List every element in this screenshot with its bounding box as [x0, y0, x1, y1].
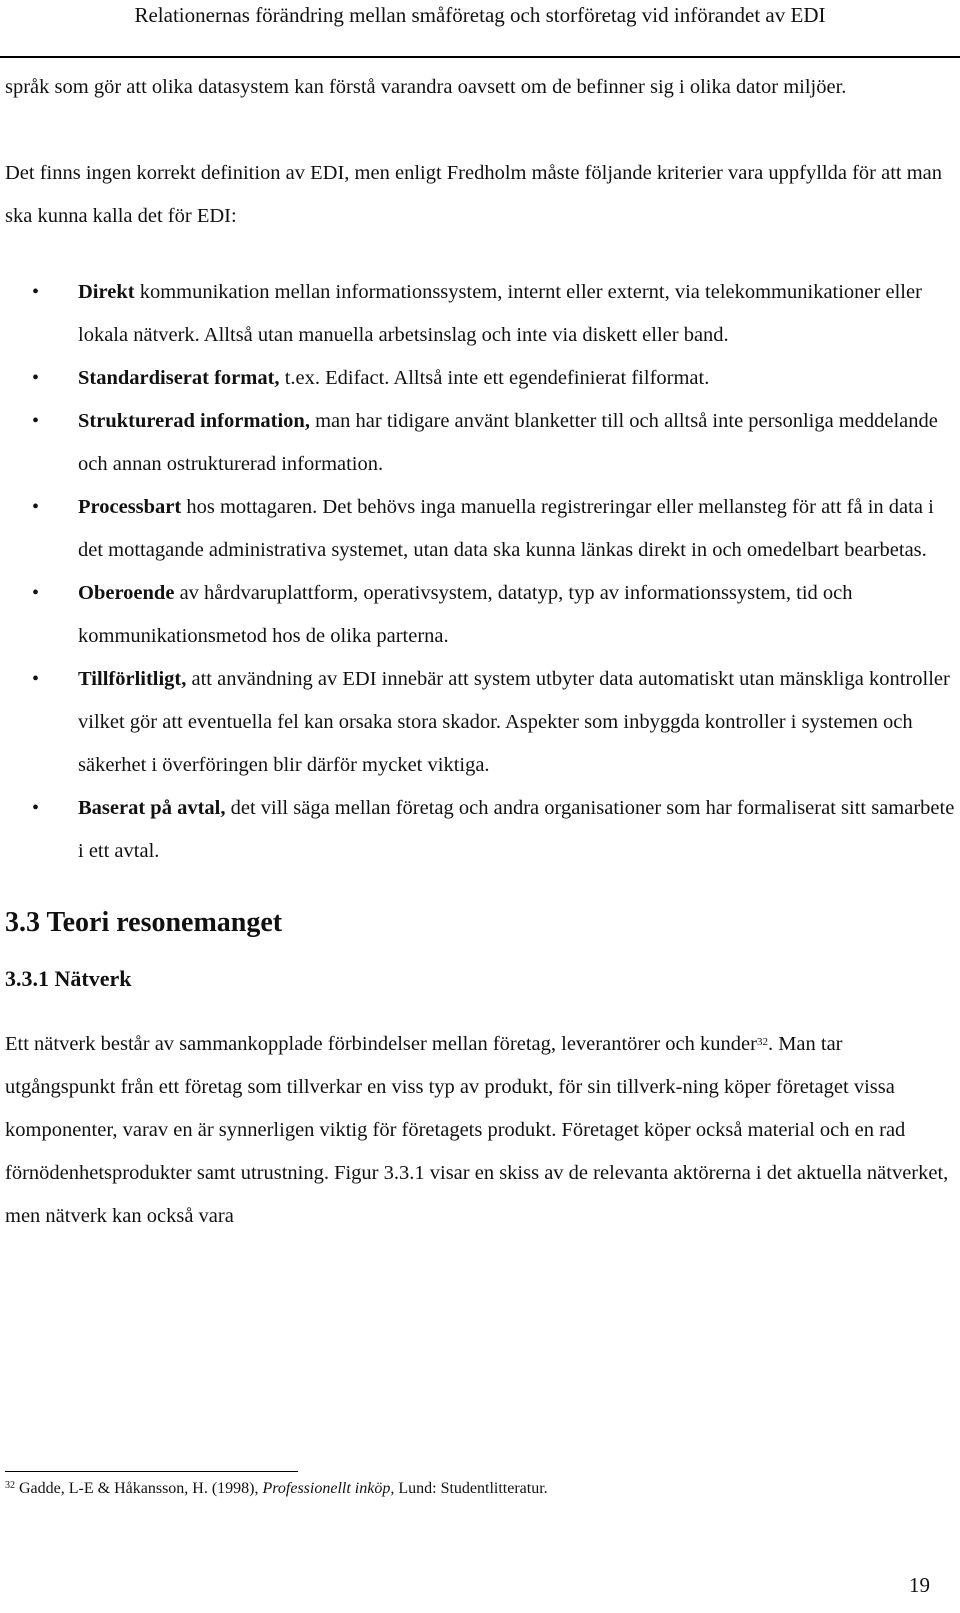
criteria-term: Strukturerad information,: [78, 410, 310, 432]
bullet-icon: •: [32, 582, 40, 604]
subsection-heading: 3.3.1 Nätverk: [5, 966, 132, 991]
criteria-item-direkt: [5, 271, 955, 357]
footnote-number: 32: [5, 1480, 15, 1491]
criteria-item-tillforlitligt: [5, 658, 955, 787]
criteria-item-processbart: [5, 486, 955, 572]
criteria-term: Processbart: [78, 496, 182, 518]
network-paragraph: [5, 1023, 955, 1238]
criteria-text: kommunikation mellan informationssystem, internt eller externt, via telekommunikationer eller lokala nätverk. Alltså utan manuella arbetsinslag och inte via diskett eller band.: [78, 281, 922, 346]
page-body: [5, 66, 955, 1238]
criteria-term: Direkt: [78, 281, 135, 303]
criteria-text: att användning av EDI innebär att system utbyter data automatiskt utan mänskliga kontroller vilket gör att eventuella fel kan orsaka stora skador. Aspekter som inbyggda kontroller i systemen och säkerhet i överföringen blir därför mycket viktiga.: [78, 668, 950, 776]
bullet-icon: •: [32, 281, 40, 303]
footnote: [5, 1478, 945, 1500]
section-heading: 3.3 Teori resonemanget: [5, 907, 283, 938]
bullet-icon: •: [32, 496, 40, 518]
criteria-text: man har tidigare använt blanketter till och alltså inte personliga meddelande och annan ostrukturerad information.: [78, 410, 938, 475]
header-divider: [0, 56, 960, 58]
bullet-icon: •: [32, 410, 40, 432]
criteria-item-oberoende: [5, 572, 955, 658]
bullet-icon: •: [32, 367, 40, 389]
criteria-item-strukturerad: [5, 400, 955, 486]
footnote-authors: Gadde, L-E & Håkansson, H. (1998),: [19, 1480, 263, 1497]
definition-paragraph: Det finns ingen korrekt definition av EDI, men enligt Fredholm måste följande kriterier vara uppfyllda för att man ska kunna kalla det för EDI:: [5, 162, 943, 227]
criteria-text: av hårdvaruplattform, operativsystem, datatyp, typ av informationssystem, tid och kommunikationsmetod hos de olika parterna.: [78, 582, 853, 647]
criteria-list: [5, 271, 955, 873]
running-header-title: Relationernas förändring mellan småföretag och storföretag vid införandet av EDI: [134, 3, 826, 27]
bullet-icon: •: [32, 797, 40, 819]
criteria-term: Oberoende: [78, 582, 175, 604]
intro-paragraph: språk som gör att olika datasystem kan förstå varandra oavsett om de befinner sig i olika dator miljöer.: [5, 76, 847, 98]
criteria-term: Tillförlitligt,: [78, 668, 187, 690]
criteria-text: hos mottagaren. Det behövs inga manuella registreringar eller mellansteg för att få in data i det mottagande administrativa systemet, utan data ska kunna länkas direkt in och omedelbart bearbetas.: [78, 496, 934, 561]
footnote-reference[interactable]: 32: [756, 1036, 768, 1048]
running-header: [0, 0, 960, 30]
footnote-publisher: Lund: Studentlitteratur.: [394, 1480, 548, 1497]
network-text-rest: . Man tar utgångspunkt från ett företag som tillverkar en viss typ av produkt, för sin tillverk-ning köper företaget vissa komponenter, varav en är synnerligen viktig för företagets produkt. Företaget köper också material och en rad förnödenhetsprodukter samt utrustning. Figur 3.3.1 visar en skiss av de relevanta aktörerna i det aktuella nätverket, men nätverk kan också vara: [5, 1033, 949, 1227]
page-number: 19: [909, 1573, 930, 1597]
footnote-divider: [5, 1471, 298, 1472]
criteria-text: t.ex. Edifact. Alltså inte ett egendefinierat filformat.: [279, 367, 710, 389]
criteria-term: Baserat på avtal,: [78, 797, 226, 819]
footnote-title: Professionellt inköp,: [262, 1480, 395, 1497]
criteria-term: Standardiserat format,: [78, 367, 280, 389]
network-text-start: Ett nätverk består av sammankopplade förbindelser mellan företag, leverantörer och kunder: [5, 1033, 757, 1055]
criteria-text: det vill säga mellan företag och andra organisationer som har formaliserat sitt samarbete i ett avtal.: [78, 797, 955, 862]
criteria-item-standardiserat: [5, 357, 955, 400]
criteria-item-baserat: [5, 787, 955, 873]
bullet-icon: •: [32, 668, 40, 690]
